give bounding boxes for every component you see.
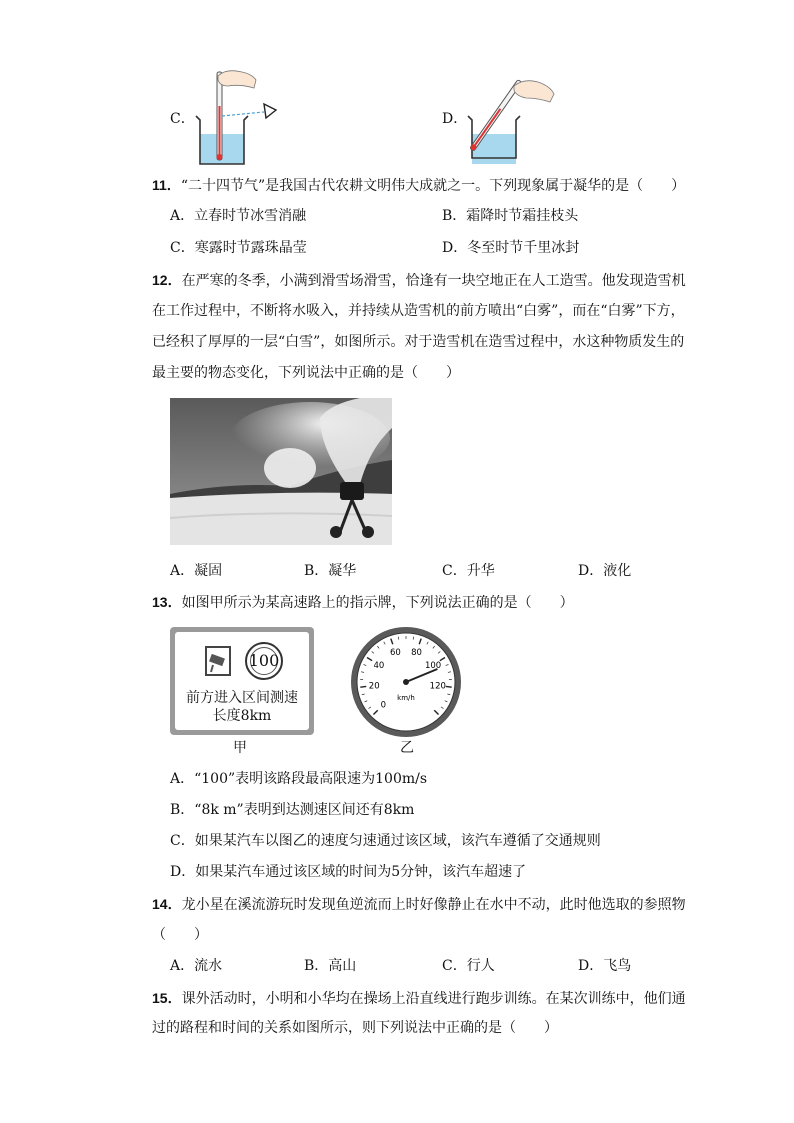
q10-option-c-label: C． (170, 111, 195, 127)
camera-icon (205, 646, 231, 676)
q10-figure-c (190, 66, 290, 170)
speedometer-tick (446, 686, 452, 687)
q12-stem-line-3: 已经积了厚厚的一层“白雪”，如图所示。对于造雪机在造雪过程中，水这种物质发生的 (152, 334, 685, 350)
q13-option-a: A．“100”表明该路段最高限速为100m/s (170, 771, 428, 787)
q11-option-a: A．立春时节冰雪消融 (170, 208, 307, 224)
q15-number: 15． (152, 990, 182, 1006)
q12-number: 12． (152, 272, 182, 288)
speedometer-hub (403, 679, 409, 685)
q13-number: 13． (152, 594, 182, 610)
speedometer-tick-label: 40 (373, 660, 385, 671)
snow-cannon (340, 482, 364, 500)
q12-stem-line-1 (152, 270, 686, 291)
q11-stem-text: “二十四节气”是我国古代农耕文明伟大成就之一。下列现象属于凝华的是（ ） (180, 178, 686, 194)
speedometer-tick-label: 120 (429, 681, 446, 692)
q11-option-d: D．冬至时节千里冰封 (442, 240, 580, 256)
speedometer-tick (398, 637, 399, 640)
snow-machine-photo (170, 398, 392, 545)
q14-stem (152, 894, 686, 915)
q14-option-d: D．飞鸟 (578, 958, 632, 974)
q15-stem-line-2: 过的路程和时间的关系如图所示，则下列说法中正确的是（ ） (152, 1020, 558, 1036)
q14-stem-cont: （ ） (152, 927, 208, 943)
q15-stem-line-1 (152, 988, 686, 1009)
q11-option-b: B．霜降时节霜挂枝头 (442, 208, 579, 224)
q12-option-c: C．升华 (442, 563, 495, 579)
road-sign (170, 627, 314, 735)
speedometer-tick-label: 80 (411, 647, 422, 658)
speed-limit-value: 100 (248, 651, 280, 670)
q13-stem-text: 如图甲所示为某高速路上的指示牌，下列说法正确的是（ ） (181, 595, 574, 611)
sight-line (222, 112, 264, 116)
q14-option-b: B．高山 (304, 958, 357, 974)
speedometer-tick (413, 637, 414, 640)
q13-option-b: B．“8k m”表明到达测速区间还有8km (170, 802, 415, 818)
q11-number: 11． (152, 177, 181, 193)
q10-option-d-label: D． (442, 111, 468, 127)
speedometer-tick-label: 100 (424, 660, 442, 671)
q12-stem-line-2: 在工作过程中，不断将水吸入，并持续从造雪机的前方喷出“白雾”，而在“白雾”下方， (152, 303, 685, 319)
q11-option-c: C．寒露时节露珠晶莹 (170, 240, 307, 256)
q10-figure-d (462, 76, 562, 170)
sign-line-2: 长度8km (212, 708, 272, 724)
q12-option-b: B．凝华 (304, 563, 357, 579)
speed-limit-badge (245, 642, 283, 680)
q12-stem-text-1: 在严寒的冬季，小满到滑雪场滑雪，恰逢有一块空地正在人工造雪。他发现造雪机 (181, 273, 686, 289)
q13-option-d: D．如果某汽车通过该区域的时间为5分钟，该汽车超速了 (170, 864, 527, 880)
figure-yi-caption: 乙 (400, 740, 414, 756)
speedometer-unit: km/h (397, 694, 415, 702)
speedometer-tick-label: 0 (380, 700, 387, 711)
q12-option-a: A．凝固 (170, 563, 223, 579)
q12-stem-line-4: 最主要的物态变化，下列说法中正确的是（ ） (152, 365, 460, 381)
q15-stem-text-1: 课外活动时，小明和小华均在操场上沿直线进行跑步训练。在某次训练中，他们通 (181, 991, 686, 1007)
eye-icon (264, 104, 276, 118)
speedometer (349, 625, 463, 739)
speedometer-tick-label: 60 (390, 647, 401, 658)
q11-stem (152, 175, 685, 196)
q13-stem (152, 592, 574, 613)
hand (218, 71, 256, 88)
q14-option-a: A．流水 (170, 958, 223, 974)
hand (514, 81, 554, 102)
q14-number: 14． (152, 896, 182, 912)
q14-option-c: C．行人 (442, 958, 495, 974)
figure-jia-caption: 甲 (233, 740, 247, 756)
speedometer-tick (360, 686, 366, 687)
q13-option-c: C．如果某汽车以图乙的速度匀速通过该区域，该汽车遵循了交通规则 (170, 833, 601, 849)
sign-line-1: 前方进入区间测速 (186, 690, 298, 706)
q14-stem-text: 龙小星在溪流游玩时发现鱼逆流而上时好像静止在水中不动，此时他选取的参照物 (181, 897, 686, 913)
q12-option-d: D．液化 (578, 563, 632, 579)
speedometer-tick-label: 20 (368, 681, 380, 692)
